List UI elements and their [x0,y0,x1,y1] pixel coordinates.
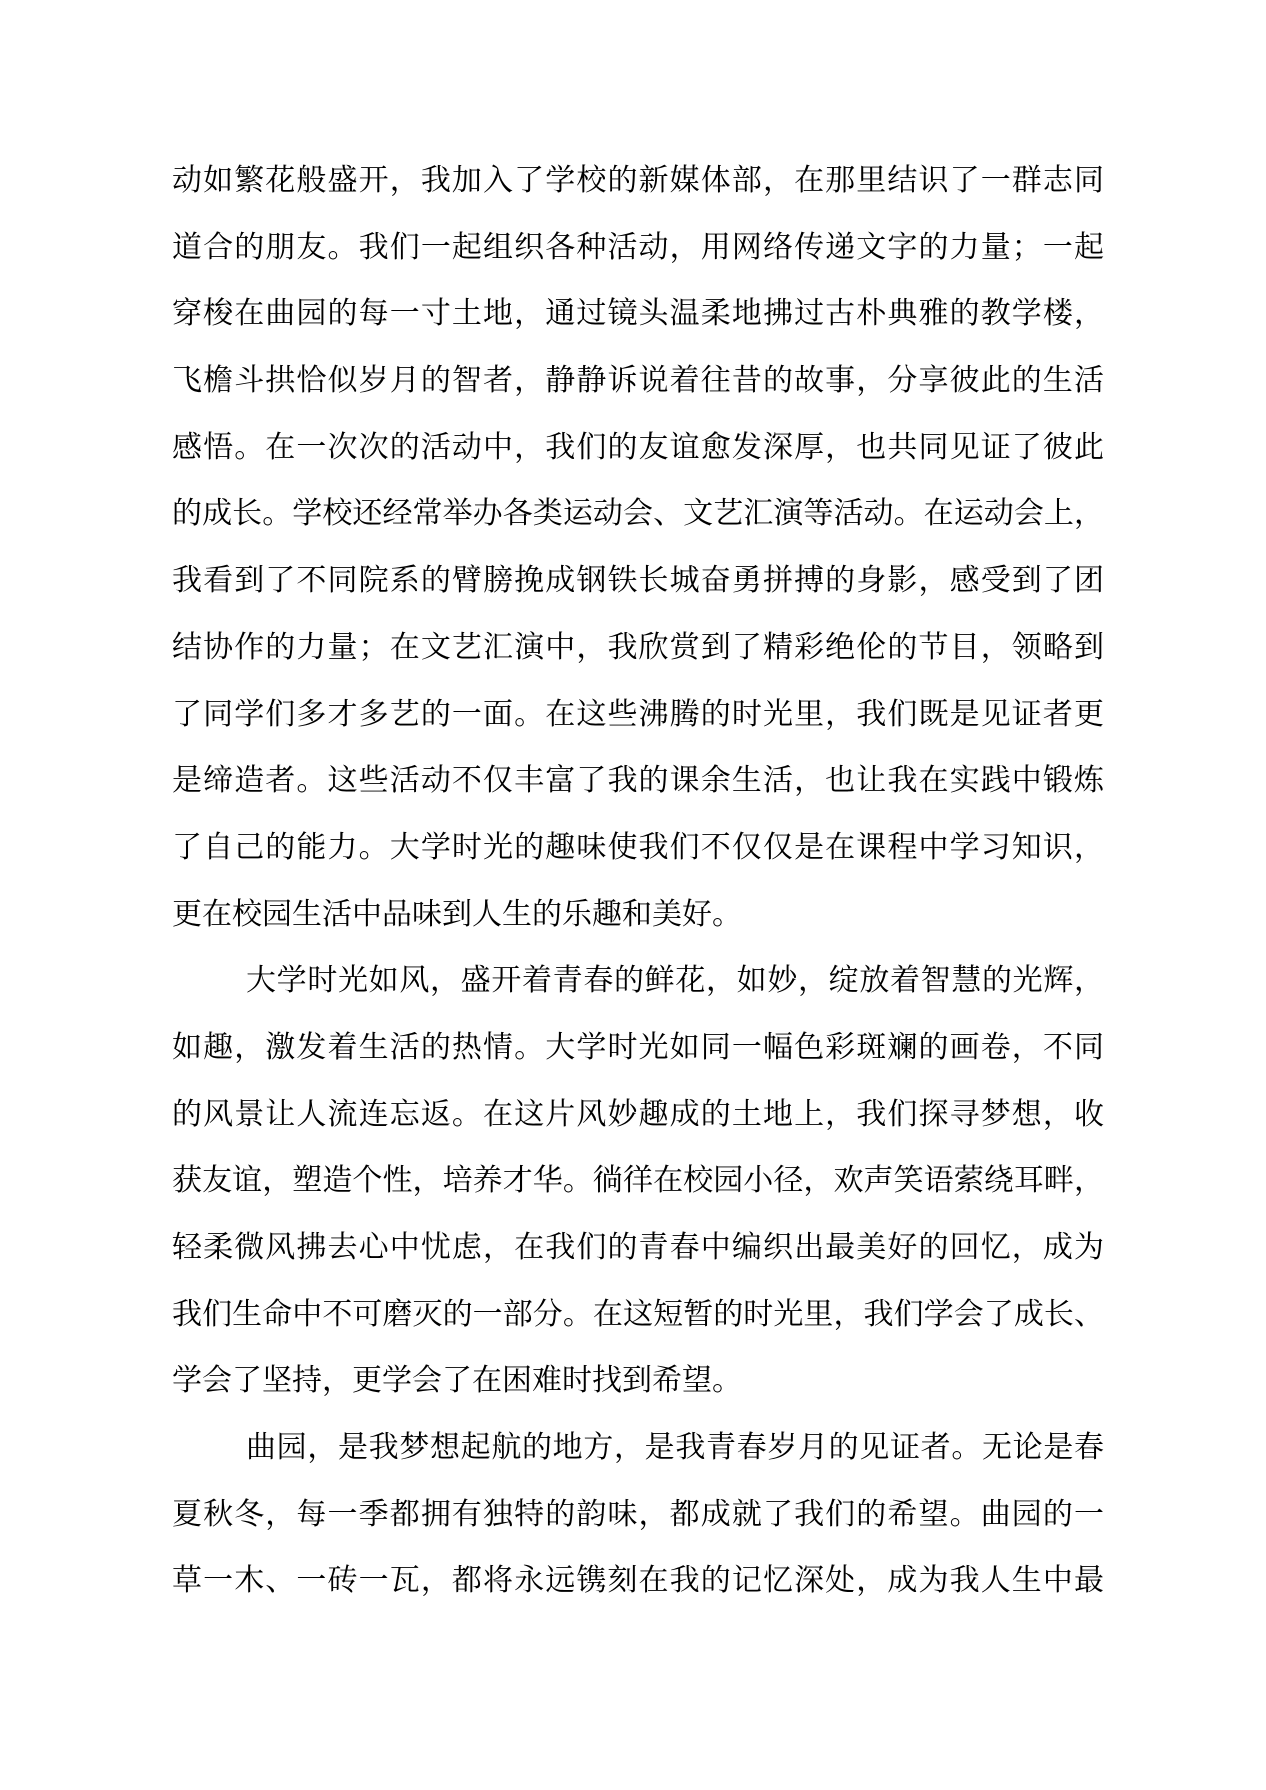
text-line: 草一木、一砖一瓦，都将永远镌刻在我的记忆深处，成为我人生中最 [172,1564,1104,1598]
essay-body [172,148,1104,1615]
text-line: 获友谊，塑造个性，培养才华。徜徉在校园小径，欢声笑语萦绕耳畔， [172,1164,1104,1198]
text-line: 学会了坚持，更学会了在困难时找到希望。 [172,1364,742,1398]
text-line: 动如繁花般盛开，我加入了学校的新媒体部，在那里结识了一群志同 [172,164,1104,197]
text-line: 的风景让人流连忘返。在这片风妙趣成的土地上，我们探寻梦想，收 [172,1097,1104,1131]
text-line: 轻柔微风拂去心中忧虑，在我们的青春中编织出最美好的回忆，成为 [172,1231,1104,1264]
text-line: 夏秋冬，每一季都拥有独特的韵味，都成就了我们的希望。曲园的一 [172,1497,1104,1531]
text-line: 感悟。在一次次的活动中，我们的友谊愈发深厚，也共同见证了彼此 [172,430,1104,464]
text-line: 的成长。学校还经常举办各类运动会、文艺汇演等活动。在运动会上， [172,497,1104,531]
text-line: 如趣，激发着生活的热情。大学时光如同一幅色彩斑斓的画卷，不同 [172,1030,1104,1064]
text-line: 了同学们多才多艺的一面。在这些沸腾的时光里，我们既是见证者更 [172,697,1104,731]
text-line: 是缔造者。这些活动不仅丰富了我的课余生活，也让我在实践中锻炼 [172,764,1104,798]
text-line: 结协作的力量；在文艺汇演中，我欣赏到了精彩绝伦的节目，领略到 [172,630,1104,664]
text-line: 穿梭在曲园的每一寸土地，通过镜头温柔地拂过古朴典雅的教学楼， [172,297,1104,331]
text-line: 我看到了不同院系的臂膀挽成钢铁长城奋勇拼搏的身影，感受到了团 [172,564,1104,598]
text-line: 了自己的能力。大学时光的趣味使我们不仅仅是在课程中学习知识， [172,830,1104,864]
text-line: 大学时光如风，盛开着青春的鲜花，如妙，绽放着智慧的光辉， [246,964,1104,998]
text-line: 我们生命中不可磨灭的一部分。在这短暂的时光里，我们学会了成长、 [172,1297,1104,1331]
text-line: 曲园，是我梦想起航的地方，是我青春岁月的见证者。无论是春 [246,1431,1104,1465]
text-line: 飞檐斗拱恰似岁月的智者，静静诉说着往昔的故事，分享彼此的生活 [172,364,1104,398]
text-line: 更在校园生活中品味到人生的乐趣和美好。 [172,897,742,931]
text-line: 道合的朋友。我们一起组织各种活动，用网络传递文字的力量；一起 [172,230,1104,264]
